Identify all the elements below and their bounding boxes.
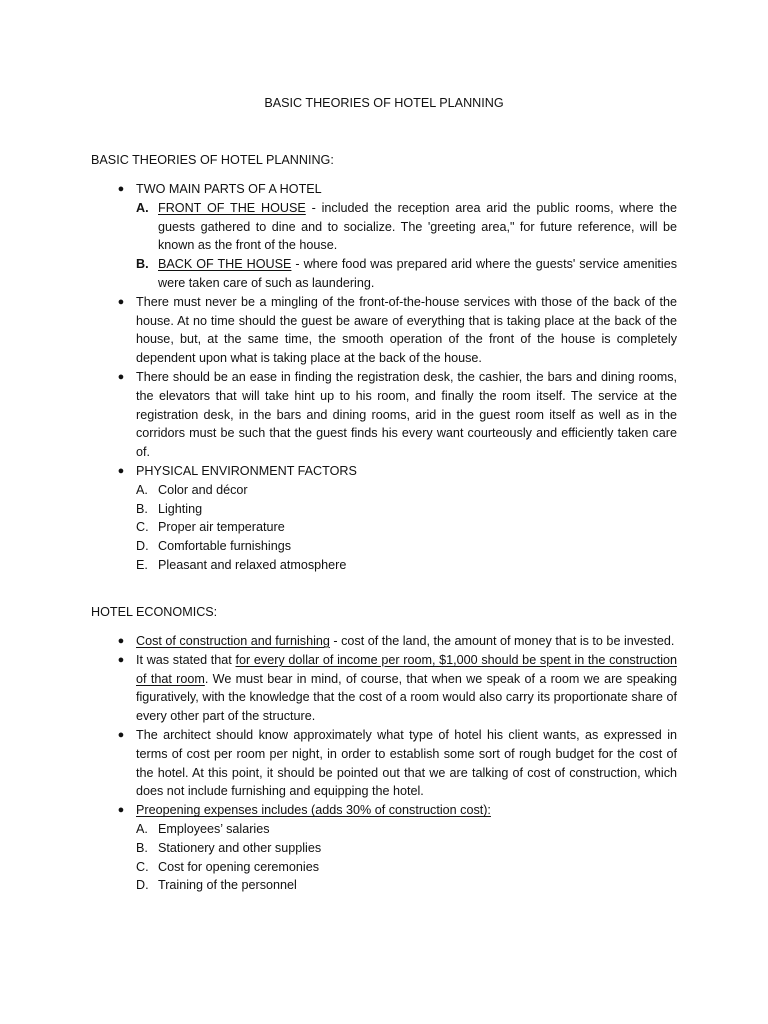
list-item	[136, 518, 677, 537]
section-heading-economics: HOTEL ECONOMICS:	[91, 605, 218, 619]
list-item-text: Lighting	[158, 501, 203, 516]
bullet-dot-icon: ●	[117, 635, 125, 647]
bullet-dot-icon: ●	[117, 183, 125, 195]
bullet-dot-icon: ●	[117, 728, 125, 741]
bullet-text: The architect should know approximately what type of hotel his client wants, as expressed in terms of cost per room per night, in order to establish some sort of rough budget for the cost of the hotel. At this point, it should be pointed out that we are talking of cost of construction, which does not include furnishing and equipping the hotel.	[136, 727, 677, 799]
term-front-of-house: FRONT OF THE HOUSE	[158, 200, 306, 215]
list-item	[136, 199, 677, 255]
bullet-text: There must never be a mingling of the front-of-the-house services with those of the back of the house. At no time should the guest be aware of everything that is taking place at the back of the house, but, at the same time, the smooth operation of the front of the house is completely dependent upon what is taking place at the back of the house.	[136, 294, 677, 366]
bullet-label: Preopening expenses includes (adds 30% of construction cost):	[136, 803, 491, 818]
list-letter: B.	[136, 257, 149, 272]
list-letter: D.	[136, 539, 149, 554]
bullet-no-mingling	[0, 293, 768, 368]
list-letter: E.	[136, 557, 148, 572]
bullet-dollar-per-room	[0, 651, 768, 726]
planning-bullet-list	[0, 180, 768, 575]
bullet-label: TWO MAIN PARTS OF A HOTEL	[136, 182, 322, 196]
list-item-text: Pleasant and relaxed atmosphere	[158, 557, 347, 572]
bullet-dot-icon: ●	[117, 370, 125, 383]
list-item	[136, 481, 677, 500]
list-item	[136, 537, 677, 556]
bullet-lead-text: It was stated that	[136, 652, 236, 667]
list-letter: C.	[136, 859, 149, 874]
environment-factors-sublist	[136, 481, 677, 575]
list-letter: C.	[136, 520, 149, 535]
bullet-dot-icon: ●	[117, 804, 125, 817]
list-item	[136, 858, 677, 877]
list-item-text: Color and décor	[158, 482, 248, 497]
bullet-two-main-parts	[0, 180, 768, 293]
bullet-label: PHYSICAL ENVIRONMENT FACTORS	[136, 463, 357, 478]
preopening-sublist	[136, 820, 677, 895]
document-title: BASIC THEORIES OF HOTEL PLANNING	[264, 96, 504, 110]
bullet-dot-icon: ●	[117, 464, 125, 477]
list-item-text: Proper air temperature	[158, 520, 285, 535]
list-item	[136, 876, 677, 895]
term-back-of-house: BACK OF THE HOUSE	[158, 257, 292, 272]
list-item-text: Employees’ salaries	[158, 821, 270, 836]
bullet-dot-icon: ●	[117, 295, 125, 308]
term-cost-of-construction: Cost of construction and furnishing	[136, 634, 330, 648]
list-item-text: Training of the personnel	[158, 878, 297, 893]
list-item	[136, 500, 677, 519]
bullet-text: There should be an ease in finding the registration desk, the cashier, the bars and dining rooms, the elevators that will take hint up to his room, and finally the room itself. The service at the registration desk, in the bars and dining rooms, arid in the guest room itself as well as in the corridors must be such that the guest finds his every want courteously and efficiently taken care of.	[136, 369, 677, 460]
term-dollar-rule: for every dollar of income per room, $1,000 should be spent in the construction of that room	[136, 652, 677, 686]
list-letter: B.	[136, 501, 148, 516]
list-letter: A.	[136, 482, 148, 497]
list-item-text: Comfortable furnishings	[158, 539, 291, 554]
list-item	[136, 839, 677, 858]
list-letter: B.	[136, 840, 148, 855]
list-item	[136, 255, 677, 293]
bullet-cost-of-construction	[0, 632, 768, 651]
list-letter: D.	[136, 878, 149, 893]
list-letter: A.	[136, 821, 148, 836]
list-item-text: Stationery and other supplies	[158, 840, 322, 855]
bullet-preopening-expenses	[0, 801, 768, 895]
list-item-text: Cost for opening ceremonies	[158, 859, 320, 874]
list-item	[136, 820, 677, 839]
list-item	[136, 556, 677, 575]
main-parts-sublist	[136, 199, 677, 293]
list-letter: A.	[136, 200, 149, 215]
bullet-text: - cost of the land, the amount of money that is to be invested.	[329, 634, 675, 648]
economics-bullet-list	[0, 632, 768, 895]
bullet-physical-environment	[0, 462, 768, 575]
bullet-architect-budget	[0, 726, 768, 801]
term-description: - where food was prepared arid where the guests' service amenities were taken care of such as laundering.	[158, 257, 677, 290]
bullet-text: . We must bear in mind, of course, that when we speak of a room we are speaking figuratively, with the knowledge that the cost of a room would also carry its proportionate share of every other part of the structure.	[136, 671, 677, 724]
section-heading-planning: BASIC THEORIES OF HOTEL PLANNING:	[91, 153, 334, 167]
bullet-dot-icon: ●	[117, 653, 125, 666]
term-description: - included the reception area arid the public rooms, where the guests gathered to dine and to socialize. The 'greeting area," for future reference, will be known as the front of the house.	[158, 200, 677, 253]
bullet-ease-of-finding	[0, 368, 768, 462]
